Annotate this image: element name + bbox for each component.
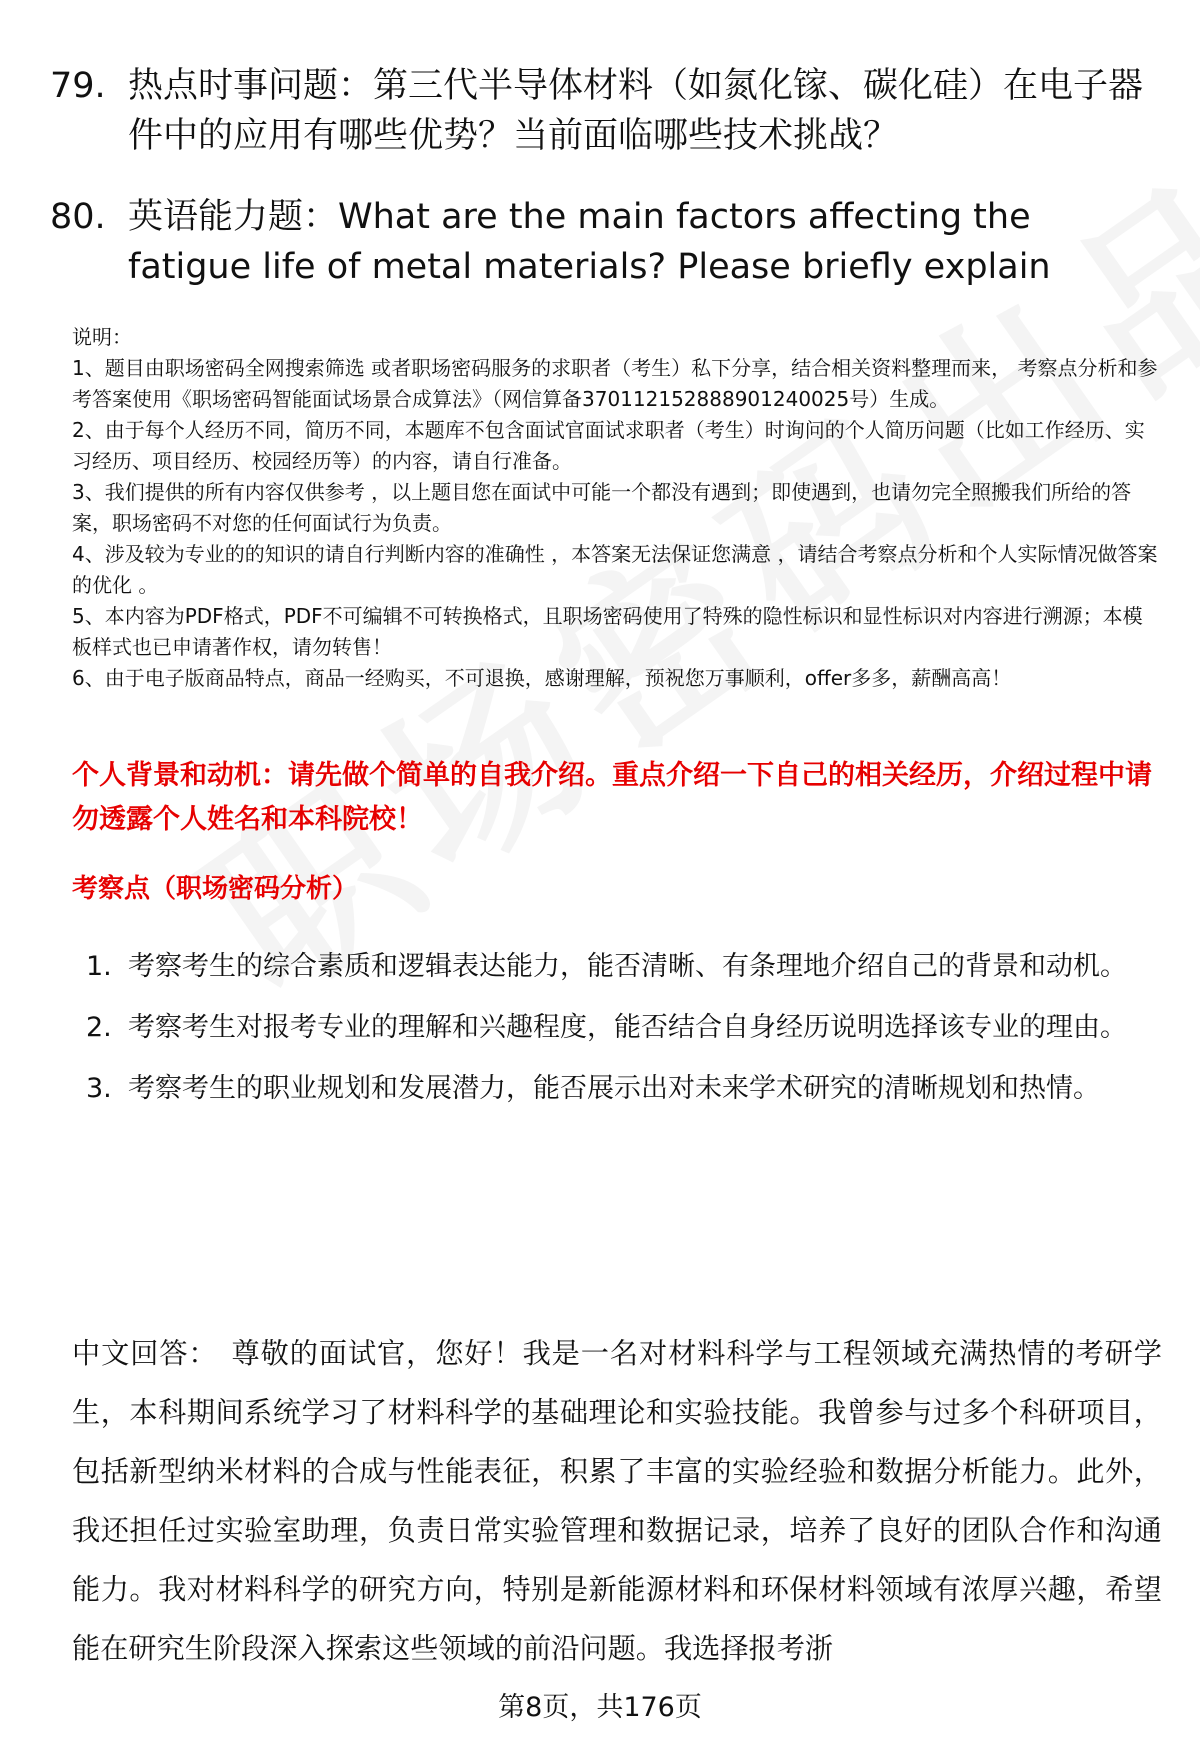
list-item-text: 考察考生对报考专业的理解和兴趣程度，能否结合自身经历说明选择该专业的理由。: [128, 1012, 1127, 1043]
analysis-heading: 考察点（职场密码分析）: [72, 874, 359, 904]
note-item: 5、本内容为PDF格式，PDF不可编辑不可转换格式，且职场密码使用了特殊的隐性标识和显性标识对内容进行溯源；本模板样式也已申请著作权，请勿转售！: [72, 604, 1143, 659]
question-text: 热点时事问题：第三代半导体材料（如氮化镓、碳化硅）在电子器件中的应用有哪些优势？当前面临哪些技术挑战？: [128, 66, 1144, 156]
answer-label: 中文回答：: [72, 1337, 218, 1370]
list-item-number: 3.: [86, 1073, 112, 1104]
note-item: 4、涉及较为专业的的知识的请自行判断内容的准确性 ，本答案无法保证您满意 ，请结合考察点分析和个人实际情况做答案的优化 。: [72, 542, 1158, 597]
list-item-text: 考察考生的综合素质和逻辑表达能力，能否清晰、有条理地介绍自己的背景和动机。: [128, 951, 1127, 982]
question-80: [50, 192, 1160, 292]
interview-question-heading: 个人背景和动机：请先做个简单的自我介绍。重点介绍一下自己的相关经历，介绍过程中请勿透露个人姓名和本科院校！: [72, 760, 1152, 835]
notes-title: 说明：: [72, 325, 132, 349]
list-item-number: 1.: [86, 951, 112, 982]
question-number: 79.: [50, 66, 106, 106]
list-item-number: 2.: [86, 1012, 112, 1043]
note-item: 2、由于每个人经历不同，简历不同，本题库不包含面试官面试求职者（考生）时询问的个人简历问题（比如工作经历、实习经历、项目经历、校园经历等）的内容，请自行准备。: [72, 418, 1145, 473]
note-item: 6、由于电子版商品特点，商品一经购买，不可退换，感谢理解，预祝您万事顺利，offer多多，薪酬高高！: [72, 666, 1012, 690]
note-item: 3、我们提供的所有内容仅供参考 ，以上题目您在面试中可能一个都没有遇到；即使遇到，也请勿完全照搬我们所给的答案，职场密码不对您的任何面试行为负责。: [72, 480, 1132, 535]
analysis-list: [72, 937, 1162, 1120]
list-item: [72, 937, 1162, 996]
list-item-text: 考察考生的职业规划和发展潜力，能否展示出对未来学术研究的清晰规划和热情。: [128, 1073, 1100, 1104]
disclaimer-notes: [72, 322, 1162, 694]
answer-text: 尊敬的面试官，您好！我是一名对材料科学与工程领域充满热情的考研学生，本科期间系统学习了材料科学的基础理论和实验技能。我曾参与过多个科研项目，包括新型纳米材料的合成与性能表征，积累了丰富的实验经验和数据分析能力。此外，我还担任过实验室助理，负责日常实验管理和数据记录，培养了良好的团队合作和沟通能力。我对材料科学的研究方向，特别是新能源材料和环保材料领域有浓厚兴趣，希望能在研究生阶段深入探索这些领域的前沿问题。我选择报考浙: [72, 1337, 1162, 1665]
answer-paragraph: [72, 1324, 1162, 1678]
note-item: 1、题目由职场密码全网搜索筛选 或者职场密码服务的求职者（考生）私下分享，结合相关资料整理而来， 考察点分析和参考答案使用《职场密码智能面试场景合成算法》（网信算备370112152888901240025号）生成。: [72, 356, 1158, 411]
question-number: 80.: [50, 197, 106, 237]
page-number: 第8页，共176页: [498, 1692, 702, 1723]
question-text: 英语能力题：What are the main factors affecting the fatigue life of metal materials? Please briefly explain: [128, 197, 1051, 287]
list-item: [72, 998, 1162, 1057]
list-item: [72, 1059, 1162, 1118]
question-79: [50, 61, 1160, 161]
